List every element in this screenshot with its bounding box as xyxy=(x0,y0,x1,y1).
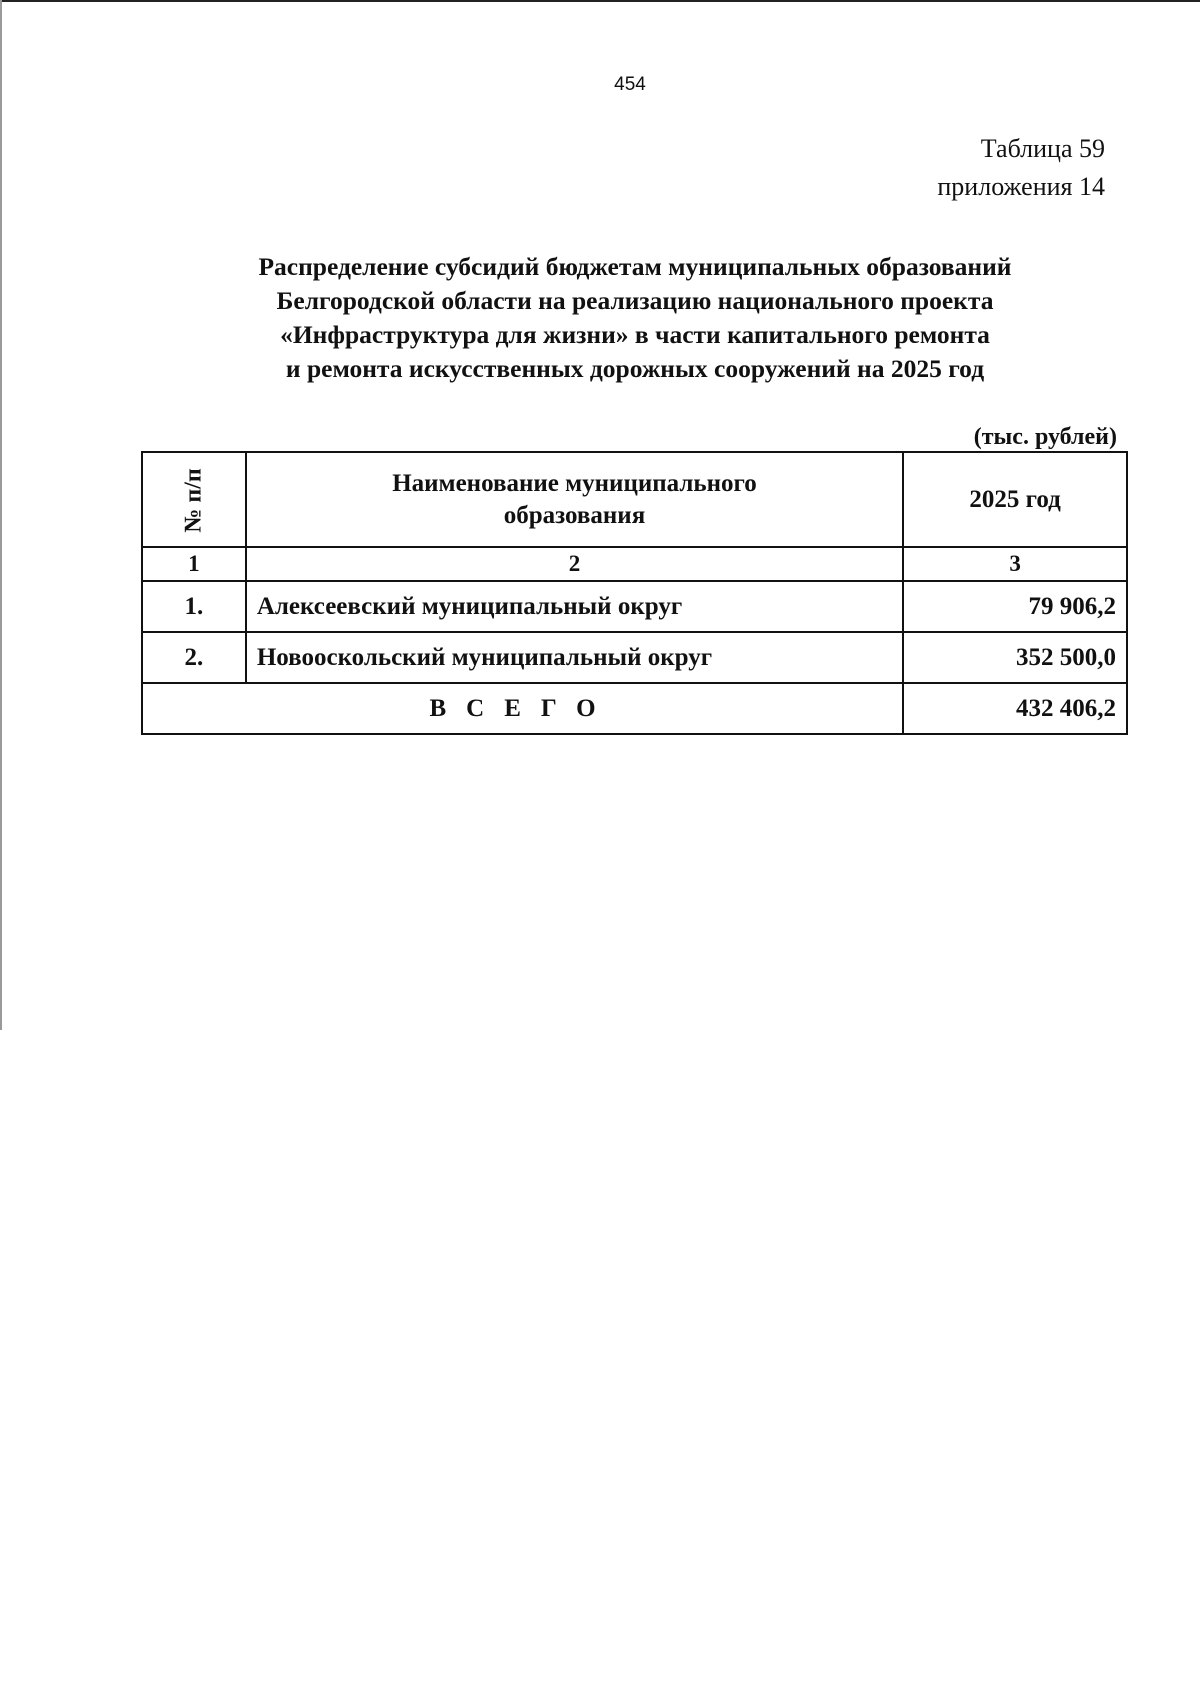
header-cell-year: 2025 год xyxy=(903,452,1127,547)
row-amount: 79 906,2 xyxy=(903,581,1127,632)
scan-edge-top xyxy=(0,0,1200,2)
header-cell-number xyxy=(142,452,246,547)
column-index-cell: 2 xyxy=(246,547,903,581)
total-row xyxy=(142,683,1127,734)
title-line: «Инфраструктура для жизни» в части капитального ремонта xyxy=(280,320,990,349)
row-municipality-name: Новооскольский муниципальный округ xyxy=(246,632,903,683)
table-reference-line: приложения 14 xyxy=(937,172,1105,201)
total-label: ВСЕГО xyxy=(142,683,903,734)
page-number: 454 xyxy=(614,74,646,95)
document-title xyxy=(0,250,1200,386)
column-index-cell: 1 xyxy=(142,547,246,581)
header-name-line: Наименование муниципального xyxy=(392,469,757,497)
row-number: 1. xyxy=(142,581,246,632)
table-reference xyxy=(937,130,1105,206)
title-line: и ремонта искусственных дорожных сооружений на 2025 год xyxy=(285,354,985,383)
header-number-label: № п/п xyxy=(180,467,207,533)
row-number: 2. xyxy=(142,632,246,683)
units-label: (тыс. рублей) xyxy=(973,424,1117,450)
subsidy-table xyxy=(141,451,1128,735)
row-municipality-name: Алексеевский муниципальный округ xyxy=(246,581,903,632)
header-cell-name xyxy=(246,452,903,547)
table-row xyxy=(142,632,1127,683)
scan-edge-left xyxy=(0,0,2,1030)
title-line: Белгородской области на реализацию национального проекта xyxy=(276,286,994,315)
header-name-line: образования xyxy=(503,501,646,529)
table-row xyxy=(142,581,1127,632)
column-index-row xyxy=(142,547,1127,581)
total-amount: 432 406,2 xyxy=(903,683,1127,734)
title-line: Распределение субсидий бюджетам муниципальных образований xyxy=(258,252,1012,281)
table-header-row xyxy=(142,452,1127,547)
table-reference-line: Таблица 59 xyxy=(980,134,1105,163)
column-index-cell: 3 xyxy=(903,547,1127,581)
row-amount: 352 500,0 xyxy=(903,632,1127,683)
